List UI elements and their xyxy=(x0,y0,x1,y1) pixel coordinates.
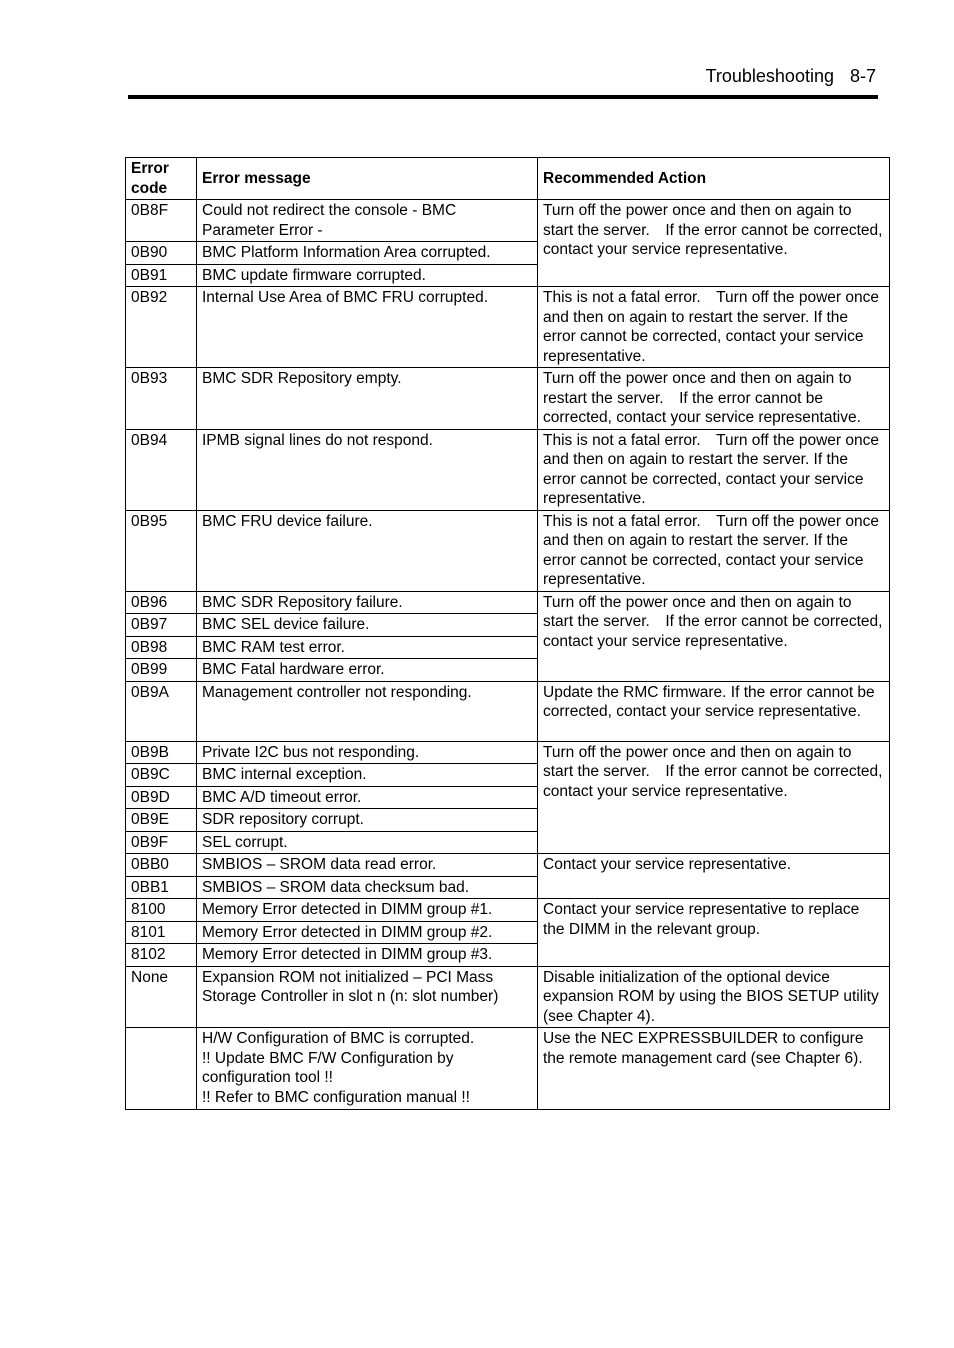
error-message-cell: Memory Error detected in DIMM group #1. xyxy=(197,899,538,922)
error-code-cell: 0B91 xyxy=(126,264,197,287)
recommended-action-cell: Turn off the power once and then on again to start the server. If the error cannot be corrected, contact your service representative. xyxy=(538,200,890,287)
recommended-action-cell: Turn off the power once and then on again to restart the server. If the error cannot be corrected, contact your service representative. xyxy=(538,368,890,430)
error-message-cell: Expansion ROM not initialized – PCI Mass Storage Controller in slot n (n: slot number) xyxy=(197,966,538,1028)
recommended-action-cell: This is not a fatal error. Turn off the power once and then on again to restart the server. If the error cannot be corrected, contact your service representative. xyxy=(538,510,890,591)
error-message-cell: Private I2C bus not responding. xyxy=(197,741,538,764)
table-row xyxy=(126,854,890,877)
error-code-cell: 0B95 xyxy=(126,510,197,591)
error-code-cell: 0B94 xyxy=(126,429,197,510)
recommended-action-cell: This is not a fatal error. Turn off the power once and then on again to restart the server. If the error cannot be corrected, contact your service representative. xyxy=(538,287,890,368)
recommended-action-cell: Turn off the power once and then on again to start the server. If the error cannot be corrected, contact your service representative. xyxy=(538,591,890,681)
error-code-cell: 8100 xyxy=(126,899,197,922)
error-message-cell: Internal Use Area of BMC FRU corrupted. xyxy=(197,287,538,368)
error-message-cell: BMC A/D timeout error. xyxy=(197,786,538,809)
error-message-cell: BMC RAM test error. xyxy=(197,636,538,659)
error-message-cell: BMC SDR Repository failure. xyxy=(197,591,538,614)
error-message-cell: BMC Fatal hardware error. xyxy=(197,659,538,682)
table-header-row xyxy=(126,158,890,200)
error-message-cell: Memory Error detected in DIMM group #3. xyxy=(197,944,538,967)
error-code-cell: 0B9B xyxy=(126,741,197,764)
header-error-code: Error code xyxy=(126,158,197,200)
error-code-cell: 0B9F xyxy=(126,831,197,854)
table-row xyxy=(126,368,890,430)
table-row xyxy=(126,510,890,591)
section-title: Troubleshooting xyxy=(705,66,834,86)
error-message-cell: Management controller not responding. xyxy=(197,681,538,741)
error-code-cell xyxy=(126,1028,197,1110)
error-message-cell: BMC update firmware corrupted. xyxy=(197,264,538,287)
table-row xyxy=(126,681,890,741)
table-row xyxy=(126,200,890,242)
error-code-table xyxy=(125,157,890,1110)
table-row xyxy=(126,591,890,614)
table-body xyxy=(126,200,890,1110)
error-code-cell: 0B8F xyxy=(126,200,197,242)
recommended-action-cell: This is not a fatal error. Turn off the power once and then on again to restart the server. If the error cannot be corrected, contact your service representative. xyxy=(538,429,890,510)
error-code-cell: 8101 xyxy=(126,921,197,944)
error-code-cell: 0B97 xyxy=(126,614,197,637)
page-number: 8-7 xyxy=(849,66,876,86)
error-code-cell: 0B98 xyxy=(126,636,197,659)
error-code-cell: 0BB1 xyxy=(126,876,197,899)
table-row xyxy=(126,1028,890,1110)
error-code-cell: None xyxy=(126,966,197,1028)
error-message-cell: SDR repository corrupt. xyxy=(197,809,538,832)
error-message-cell: BMC internal exception. xyxy=(197,764,538,787)
error-code-cell: 0B9A xyxy=(126,681,197,741)
error-code-cell: 0B93 xyxy=(126,368,197,430)
error-message-cell: IPMB signal lines do not respond. xyxy=(197,429,538,510)
recommended-action-cell: Turn off the power once and then on again to start the server. If the error cannot be corrected, contact your service representative. xyxy=(538,741,890,854)
table-row xyxy=(126,429,890,510)
header-recommended-action: Recommended Action xyxy=(538,158,890,200)
error-message-cell: BMC FRU device failure. xyxy=(197,510,538,591)
error-message-cell: SEL corrupt. xyxy=(197,831,538,854)
error-message-cell: SMBIOS – SROM data checksum bad. xyxy=(197,876,538,899)
table-row xyxy=(126,287,890,368)
recommended-action-cell: Use the NEC EXPRESSBUILDER to configure the remote management card (see Chapter 6). xyxy=(538,1028,890,1110)
error-message-cell: BMC Platform Information Area corrupted. xyxy=(197,242,538,265)
header-rule xyxy=(128,95,878,99)
error-message-cell: SMBIOS – SROM data read error. xyxy=(197,854,538,877)
error-message-cell: BMC SDR Repository empty. xyxy=(197,368,538,430)
error-code-cell: 0B92 xyxy=(126,287,197,368)
header-error-message: Error message xyxy=(197,158,538,200)
error-code-cell: 0B99 xyxy=(126,659,197,682)
error-code-cell: 8102 xyxy=(126,944,197,967)
recommended-action-cell: Disable initialization of the optional device expansion ROM by using the BIOS SETUP utility (see Chapter 4). xyxy=(538,966,890,1028)
error-message-cell: Could not redirect the console - BMC Parameter Error - xyxy=(197,200,538,242)
table-row xyxy=(126,966,890,1028)
error-code-cell: 0B9D xyxy=(126,786,197,809)
error-code-cell: 0B90 xyxy=(126,242,197,265)
page-header xyxy=(706,64,876,88)
error-code-cell: 0B9C xyxy=(126,764,197,787)
error-code-cell: 0BB0 xyxy=(126,854,197,877)
error-message-cell: H/W Configuration of BMC is corrupted. !! Update BMC F/W Configuration by configuration tool !! !! Refer to BMC configuration manual !! xyxy=(197,1028,538,1110)
recommended-action-cell: Contact your service representative to replace the DIMM in the relevant group. xyxy=(538,899,890,967)
table-row xyxy=(126,899,890,922)
table-row xyxy=(126,741,890,764)
error-code-cell: 0B96 xyxy=(126,591,197,614)
recommended-action-cell: Contact your service representative. xyxy=(538,854,890,899)
error-message-cell: Memory Error detected in DIMM group #2. xyxy=(197,921,538,944)
error-code-cell: 0B9E xyxy=(126,809,197,832)
recommended-action-cell: Update the RMC firmware. If the error cannot be corrected, contact your service representative. xyxy=(538,681,890,741)
error-message-cell: BMC SEL device failure. xyxy=(197,614,538,637)
